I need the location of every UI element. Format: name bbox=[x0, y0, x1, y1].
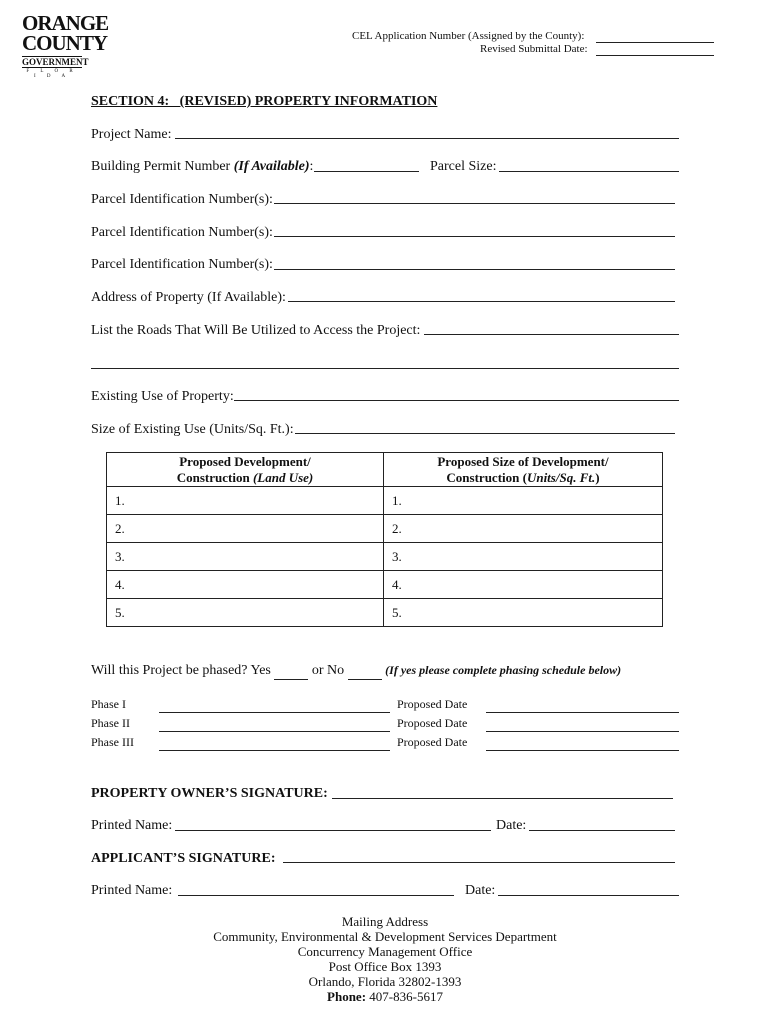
existing-size-label: Size of Existing Use (Units/Sq. Ft.): bbox=[91, 422, 294, 437]
size-cell[interactable]: 3. bbox=[384, 543, 663, 571]
phase-1-date-field[interactable] bbox=[486, 712, 679, 713]
owner-printed-name-field[interactable] bbox=[175, 830, 491, 831]
land-use-column-header: Proposed Development/ Construction (Land Use) bbox=[107, 453, 384, 487]
land-use-cell[interactable]: 1. bbox=[107, 487, 384, 515]
parcel-id-field-2[interactable] bbox=[274, 236, 675, 237]
parcel-size-label: Parcel Size: bbox=[430, 159, 497, 174]
phase-3-field[interactable] bbox=[159, 750, 390, 751]
table-row bbox=[107, 571, 663, 599]
table-header-row bbox=[107, 453, 663, 487]
address-label: Address of Property (If Available): bbox=[91, 290, 286, 305]
phasing-note: (If yes please complete phasing schedule below) bbox=[385, 663, 622, 677]
applicant-printed-name-field[interactable] bbox=[178, 895, 454, 896]
phase-1-field[interactable] bbox=[159, 712, 390, 713]
size-cell[interactable]: 1. bbox=[384, 487, 663, 515]
building-permit-field[interactable] bbox=[314, 171, 419, 172]
parcel-id-field-1[interactable] bbox=[274, 203, 675, 204]
owner-signature-label: PROPERTY OWNER’S SIGNATURE: bbox=[91, 786, 328, 801]
owner-signature-field[interactable] bbox=[332, 798, 673, 799]
parcel-id-label-1: Parcel Identification Number(s): bbox=[91, 192, 273, 207]
existing-use-label: Existing Use of Property: bbox=[91, 389, 234, 404]
revised-submittal-date-field[interactable] bbox=[596, 55, 714, 56]
phase-1-date-label: Proposed Date bbox=[397, 697, 468, 711]
size-column-header: Proposed Size of Development/ Construction (Units/Sq. Ft.) bbox=[384, 453, 663, 487]
cel-application-number-label: CEL Application Number (Assigned by the County): bbox=[352, 30, 585, 42]
phase-2-date-field[interactable] bbox=[486, 731, 679, 732]
phasing-question: Will this Project be phased? Yes or No (If yes please complete phasing schedule below) bbox=[91, 663, 622, 678]
proposed-development-table bbox=[106, 452, 663, 627]
applicant-date-label: Date: bbox=[465, 883, 496, 898]
roads-field-1[interactable] bbox=[424, 334, 679, 335]
building-permit-label: Building Permit Number (If Available): bbox=[91, 159, 314, 174]
land-use-cell[interactable]: 2. bbox=[107, 515, 384, 543]
applicant-printed-name-label: Printed Name: bbox=[91, 883, 173, 898]
phase-3-label: Phase III bbox=[91, 735, 134, 749]
phased-no-field[interactable] bbox=[348, 663, 382, 680]
table-row bbox=[107, 487, 663, 515]
existing-use-field[interactable] bbox=[234, 400, 679, 401]
address-field[interactable] bbox=[288, 301, 675, 302]
phase-3-date-field[interactable] bbox=[486, 750, 679, 751]
phased-yes-field[interactable] bbox=[274, 663, 308, 680]
phase-2-field[interactable] bbox=[159, 731, 390, 732]
applicant-signature-label: APPLICANT’S SIGNATURE: bbox=[91, 851, 276, 866]
table-row bbox=[107, 543, 663, 571]
owner-date-label: Date: bbox=[496, 818, 527, 833]
roads-label: List the Roads That Will Be Utilized to Access the Project: bbox=[91, 323, 421, 338]
phase-1-label: Phase I bbox=[91, 697, 126, 711]
mailing-address-footer: Mailing Address Community, Environmental & Development Services Department Concurrency Management Office Post Office Box 1393 Orlando, Florida 32802-1393 Phone: 407-836-5617 bbox=[0, 914, 770, 1004]
owner-date-field[interactable] bbox=[529, 830, 675, 831]
phase-2-label: Phase II bbox=[91, 716, 130, 730]
cel-application-number-field[interactable] bbox=[596, 42, 714, 43]
parcel-size-field[interactable] bbox=[499, 171, 679, 172]
roads-field-2[interactable] bbox=[91, 368, 679, 369]
owner-printed-name-label: Printed Name: bbox=[91, 818, 173, 833]
project-name-field[interactable] bbox=[175, 138, 679, 139]
orange-county-logo: ORANGE COUNTY GOVERNMENT F L O R I D A bbox=[22, 11, 109, 80]
parcel-id-label-2: Parcel Identification Number(s): bbox=[91, 225, 273, 240]
land-use-cell[interactable]: 5. bbox=[107, 599, 384, 627]
existing-size-field[interactable] bbox=[295, 433, 675, 434]
size-cell[interactable]: 4. bbox=[384, 571, 663, 599]
table-row bbox=[107, 599, 663, 627]
land-use-cell[interactable]: 3. bbox=[107, 543, 384, 571]
table-row bbox=[107, 515, 663, 543]
parcel-id-label-3: Parcel Identification Number(s): bbox=[91, 257, 273, 272]
section-title: SECTION 4: (REVISED) PROPERTY INFORMATION bbox=[91, 94, 438, 109]
land-use-cell[interactable]: 4. bbox=[107, 571, 384, 599]
phase-3-date-label: Proposed Date bbox=[397, 735, 468, 749]
applicant-date-field[interactable] bbox=[498, 895, 679, 896]
size-cell[interactable]: 5. bbox=[384, 599, 663, 627]
phase-2-date-label: Proposed Date bbox=[397, 716, 468, 730]
parcel-id-field-3[interactable] bbox=[274, 269, 675, 270]
revised-submittal-date-label: Revised Submittal Date: bbox=[480, 43, 588, 55]
size-cell[interactable]: 2. bbox=[384, 515, 663, 543]
project-name-label: Project Name: bbox=[91, 127, 172, 142]
phone-line: Phone: 407-836-5617 bbox=[327, 989, 443, 1004]
applicant-signature-field[interactable] bbox=[283, 862, 675, 863]
